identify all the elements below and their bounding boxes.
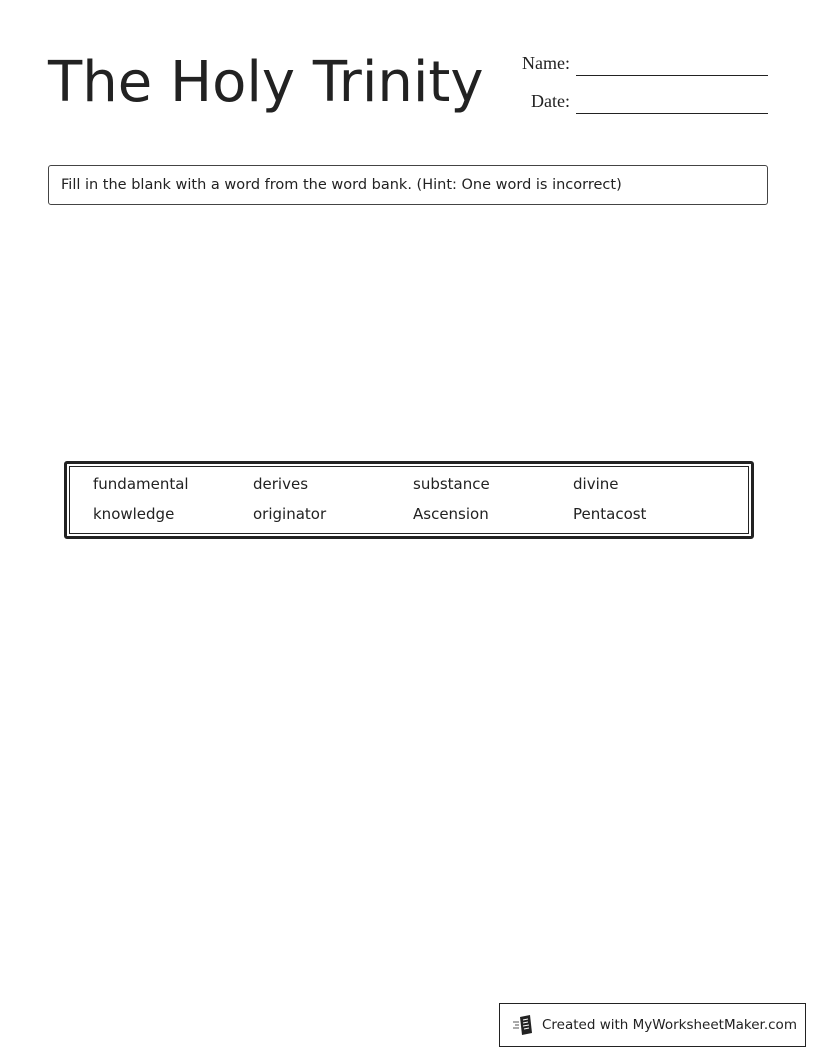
date-line[interactable] (576, 113, 768, 114)
word-bank (64, 461, 754, 539)
word-bank-item: substance (413, 475, 490, 493)
footer-text: Created with MyWorksheetMaker.com (542, 1017, 797, 1033)
name-label: Name: (522, 53, 570, 73)
worksheet-logo-icon (512, 1014, 534, 1036)
word-bank-item: originator (253, 505, 327, 523)
word-bank-item: fundamental (93, 475, 189, 493)
word-bank-item: knowledge (93, 505, 175, 523)
page-title: The Holy Trinity (48, 50, 484, 115)
word-bank-item: Ascension (413, 505, 489, 523)
word-bank-item: divine (573, 475, 619, 493)
date-label: Date: (531, 91, 570, 111)
word-bank-item: Pentacost (573, 505, 647, 523)
name-line[interactable] (576, 75, 768, 76)
instructions-box: Fill in the blank with a word from the word bank. (Hint: One word is incorrect) (48, 165, 768, 205)
footer-badge[interactable] (499, 1003, 806, 1047)
word-bank-item: derives (253, 475, 309, 493)
